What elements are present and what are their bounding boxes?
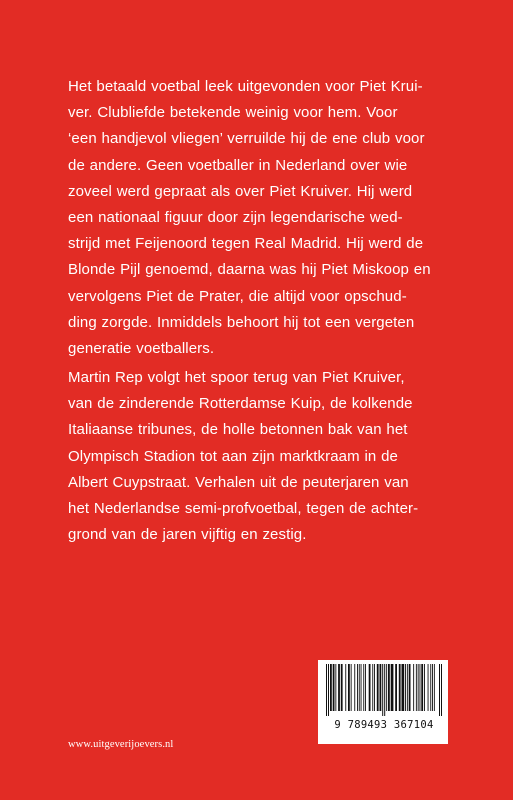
blurb-line: van de zinderende Rotterdamse Kuip, de kolkende <box>68 395 413 413</box>
barcode-bar <box>326 664 327 716</box>
barcode-bars <box>324 664 444 716</box>
publisher-website: www.uitgeverijoevers.nl <box>68 739 174 750</box>
barcode-bar <box>363 664 364 711</box>
barcode-bar <box>382 664 383 716</box>
barcode-bar <box>434 664 435 711</box>
barcode-bar <box>391 664 394 711</box>
blurb-line: het Nederlandse semi-profvoetbal, tegen de achter- <box>68 499 419 517</box>
barcode-bar <box>409 664 411 711</box>
barcode-bar <box>351 664 352 711</box>
barcode-bar <box>441 664 442 716</box>
isbn-digits: 9 789493 367104 <box>334 719 434 731</box>
blurb-line: Martin Rep volgt het spoor terug van Piet Kruiver, <box>68 369 405 386</box>
barcode-bar <box>372 664 373 711</box>
barcode-bar <box>428 664 429 711</box>
barcode-bar <box>407 664 408 711</box>
barcode-bar <box>359 664 360 711</box>
barcode-bar <box>432 664 433 711</box>
barcode-bar <box>430 664 431 711</box>
blurb-line: Albert Cuypstraat. Verhalen uit de peuterjaren van <box>68 473 409 491</box>
barcode-bar <box>384 664 385 716</box>
barcode-bar <box>418 664 419 711</box>
barcode-bar <box>405 664 406 711</box>
blurb-line: ver. Clubliefde betekende weinig voor hem. Voor <box>68 104 398 122</box>
barcode-bar <box>420 664 421 711</box>
barcode-bar <box>395 664 397 711</box>
blurb-line: zoveel werd gepraat als over Piet Kruiver. Hij werd <box>68 182 413 200</box>
barcode-bar <box>399 664 401 711</box>
barcode-bar <box>424 664 425 711</box>
barcode-bar <box>388 664 390 711</box>
barcode-bar <box>421 664 423 711</box>
blurb-line: Blonde Pijl genoemd, daarna was hij Piet Miskoop en <box>68 261 431 279</box>
blurb-line: een nationaal figuur door zijn legendarische wed- <box>68 208 403 226</box>
barcode-bar <box>335 664 336 711</box>
barcode-bar <box>330 664 332 711</box>
barcode-bar <box>365 664 366 711</box>
barcode-bar <box>354 664 355 711</box>
barcode-bar <box>361 664 362 711</box>
barcode-bar <box>416 664 417 711</box>
blurb-line: generatie voetballers. <box>68 339 215 357</box>
barcode-bar <box>413 664 414 711</box>
barcode-bar <box>380 664 382 711</box>
blurb-paragraph-2 <box>68 365 443 548</box>
barcode-bar <box>386 664 387 711</box>
blurb-line: grond van de jaren vijftig en zestig. <box>68 526 307 544</box>
barcode-bar <box>439 664 440 716</box>
barcode-bar <box>328 664 329 716</box>
barcode-bar <box>338 664 340 711</box>
barcode-bar <box>357 664 358 711</box>
blurb-line: ‘een handjevol vliegen’ verruilde hij de ene club voor <box>68 130 425 148</box>
barcode-bar <box>348 664 350 711</box>
barcode-bar <box>333 664 335 711</box>
barcode-bar <box>345 664 346 711</box>
blurb-line: vervolgens Piet de Prater, die altijd voor opschud- <box>68 287 407 305</box>
barcode-bar <box>402 664 405 711</box>
barcode-bar <box>341 664 343 711</box>
blurb-paragraph-1 <box>68 74 443 362</box>
blurb-line: Het betaald voetbal leek uitgevonden voor Piet Krui- <box>68 78 423 95</box>
barcode-bar <box>369 664 371 711</box>
blurb-line: strijd met Feijenoord tegen Real Madrid. Hij werd de <box>68 235 424 253</box>
barcode-bar <box>377 664 379 711</box>
isbn-barcode <box>318 660 448 744</box>
blurb-line: ding zorgde. Inmiddels behoort hij tot een vergeten <box>68 313 415 331</box>
barcode-bar <box>374 664 375 711</box>
blurb-line: de andere. Geen voetballer in Nederland over wie <box>68 156 408 174</box>
blurb-line: Italiaanse tribunes, de holle betonnen bak van het <box>68 421 408 439</box>
blurb-line: Olympisch Stadion tot aan zijn marktkraam in de <box>68 447 399 465</box>
